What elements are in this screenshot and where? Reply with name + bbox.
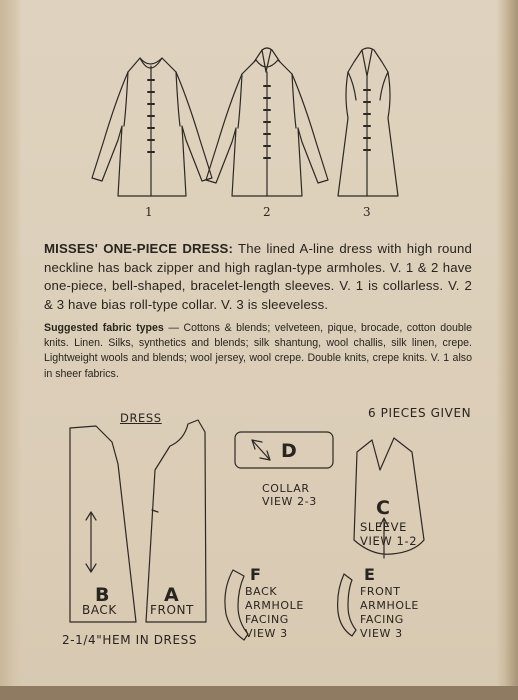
piece-e-letter: E: [364, 565, 375, 584]
piece-e-facing-outline: [338, 574, 356, 636]
view-1-dress-illustration: [92, 58, 212, 196]
fabric-suggestions-heading: Suggested fabric types: [44, 322, 164, 334]
piece-d-line1: COLLAR: [262, 482, 310, 495]
view-2-number: 2: [263, 205, 271, 219]
piece-c-line2: VIEW 1-2: [360, 534, 418, 548]
piece-a-name: FRONT: [150, 603, 194, 617]
dress-description-title: MISSES' ONE-PIECE DRESS:: [44, 241, 234, 256]
view-2-dress-illustration: [206, 48, 328, 196]
hem-note: 2-1/4"HEM IN DRESS: [62, 633, 198, 647]
view-1-number: 1: [145, 205, 153, 219]
fabric-suggestions: [44, 321, 472, 382]
piece-b-name: BACK: [82, 603, 117, 617]
piece-c-letter: C: [376, 497, 390, 519]
piece-e-line4: VIEW 3: [360, 627, 403, 640]
dress-description-body: The lined A-line dress with high round neckline has back zipper and high raglan-type armholes. V. 1 & 2 have one-piece, bell-shaped, bracelet-length sleeves. V. 1 is collarless. V. 2 & 3 have bias roll-type collar. V. 3 is sleeveless.: [44, 241, 472, 312]
piece-f-line3: FACING: [245, 613, 289, 626]
dress-description: [44, 240, 472, 314]
piece-e-line3: FACING: [360, 613, 404, 626]
pieces-given-label: 6 PIECES GIVEN: [368, 406, 472, 420]
piece-f-line1: BACK: [245, 585, 278, 598]
piece-c-line1: SLEEVE: [360, 520, 407, 534]
fabric-suggestions-body: — Cottons & blends; velveteen, pique, brocade, cotton double knits. Linen. Silks, synthetics and blends; silk shantung, wool challis, silk linen, crepe. Lightweight wools and blends; wool jersey, wool crepe. Double knits, crepe knits. V. 1 also in sheer fabrics.: [44, 322, 473, 380]
piece-f-line4: VIEW 3: [245, 627, 288, 640]
view-3-number: 3: [363, 205, 371, 219]
piece-a-letter: A: [164, 584, 179, 606]
piece-d-letter: D: [281, 440, 297, 462]
view-3-dress-illustration: [338, 48, 398, 196]
piece-d-line2: VIEW 2-3: [262, 495, 317, 508]
piece-f-letter: F: [250, 565, 261, 584]
piece-e-line2: ARMHOLE: [360, 599, 419, 612]
dress-heading: DRESS: [120, 411, 162, 425]
piece-e-line1: FRONT: [360, 585, 401, 598]
piece-f-line2: ARMHOLE: [245, 599, 304, 612]
piece-b-letter: B: [95, 584, 110, 606]
